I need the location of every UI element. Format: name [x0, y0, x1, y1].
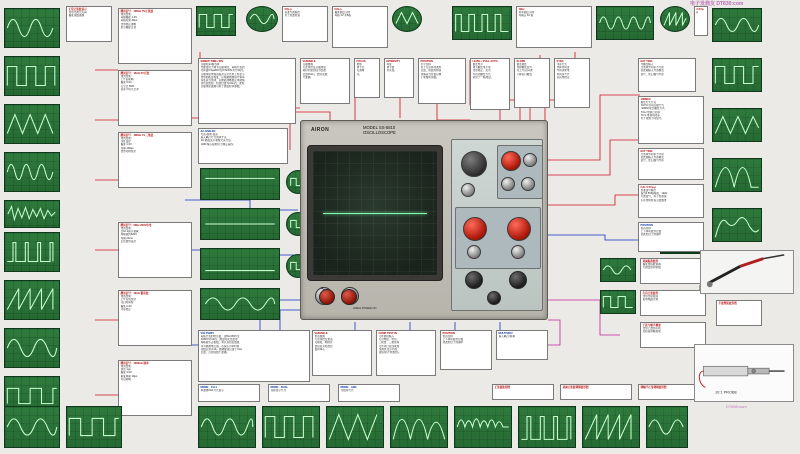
bottom-wave-2	[262, 406, 320, 448]
jack-red-left[interactable]	[319, 289, 335, 305]
bottom-wave-5	[454, 406, 512, 448]
left-note-5: 测试信号：1KHz 锯齿波 测试结果： 上升沿线性好 回扫时间短 幅度 2.0V 同步稳定	[118, 290, 192, 346]
bottom-wave-1	[198, 406, 256, 448]
knob-v-position-ch2[interactable]	[511, 245, 525, 259]
note-ext-trig: EXT TRIG 当选择外同步方式时 由此端输入外部触发 信号，使扫描与外部	[638, 148, 704, 180]
note-cal-output: CAL 0.5Vp-p 校准信号输出 输出0.5V峰峰值、1kHz 方波信号，用于校准探 头补偿和检查示波器垂	[638, 184, 704, 218]
note-sync: SYNC 同步方式 选择内同步 外同步或电 源同步方式 以获得稳定	[554, 58, 590, 108]
waveform-rightmid-2	[600, 258, 636, 282]
knob-volts-div-ch1[interactable]	[463, 217, 487, 241]
bottom-note-1: 正弦波波形图	[492, 384, 554, 400]
knob-slope[interactable]	[501, 177, 515, 191]
waveform-right-2	[712, 58, 762, 92]
note-trace-rotation: MULTI5/DIV 输入耦合/衰减	[496, 330, 548, 360]
left-note-1-head: 测试信号：10KHz 5V正弦波	[120, 10, 154, 13]
note-mode-dual: MODE：DUAL 双踪显示方式	[268, 384, 330, 402]
left-note-2: 测试信号：1KHz 5V方波 测试结果： 上升沿陡峭 幅度 5.0V 占空比 50% 顶部平坦无过冲	[118, 70, 192, 126]
note-multidiv: VOLTS/DIV 每格代表的电压值，由5mV/DIV至 5V/DIV共12挡。测量时读出波形 峰峰值所占格数，乘以该挡位数值 即为被测电压值。若探头为10:1则 读数应乘以10。微调旋钮应置于CAL 位置，否则读数不准确。	[198, 330, 310, 382]
bottom-wave-4	[390, 406, 448, 448]
top-wave-6	[660, 6, 690, 32]
bottom-wave-7	[582, 406, 640, 448]
right-note-2: 失真正弦波形 波形出现削顶 说明电路过载	[640, 290, 706, 316]
top-wave-3	[392, 6, 422, 32]
jack-comp-test[interactable]	[321, 287, 323, 289]
waveform-dc-level-2	[200, 208, 280, 240]
knob-h-position[interactable]	[461, 183, 475, 197]
note-h-position: POSITION 水平位移 用于左右移动波形 位置，使波形移到 屏幕适当位置以便 于观察和读数。	[418, 58, 466, 104]
top-wave-5	[596, 6, 654, 40]
watermark-bottom: DT830:com	[726, 404, 747, 409]
waveform-thumb-sine-1	[4, 8, 60, 48]
waveform-rightmid-3	[600, 290, 636, 314]
top-wave-1	[196, 6, 236, 36]
knob-sync[interactable]	[521, 177, 535, 191]
left-note-1: 测试信号：10KHz 5V正弦波 测试结果： 每格幅度 1.0V 每格时间 20μs 波形稳定清晰 显示幅度正常	[118, 8, 192, 64]
bottom-wave-8	[646, 406, 688, 448]
note-ext-sync: EXT TRIG 外触发输入 当选择外同步方式时 由此端输入外部触发 信号，使扫描与外部	[638, 58, 696, 92]
bottom-wave-3	[326, 406, 384, 448]
probe-photo	[700, 250, 794, 294]
bottom-note-2: 衰减正弦波调制波形图	[560, 384, 632, 400]
right-note-1: 衰减振荡波形 幅度按指数衰减 可测量时间常数	[640, 258, 706, 284]
waveform-thumb-square-1	[4, 56, 60, 96]
note-mode-ch1: MODE：CH-1 单通道CH1方式显示	[198, 384, 260, 402]
svg-text:10:1 PROBE: 10:1 PROBE	[715, 390, 738, 395]
bottomleft-wave-2	[4, 406, 60, 448]
top-note-5: 正常正弦波显示 波形光滑无失真 幅度读数准确	[66, 6, 112, 42]
note-ac-gnd-dc: AC-GND-DC 交流-接地-直流 输入耦合方式选择开关 AC:隔直流只观察交流分量; GND:输入接地用于确定基线;	[198, 128, 288, 164]
note-focus: FOCUS 聚焦 调节光 点清晰 度。	[354, 58, 380, 98]
crt-trace	[323, 213, 427, 214]
waveform-right-1	[712, 8, 762, 42]
top-note-4: 0.5Vp-p	[694, 6, 708, 36]
jack-red-right[interactable]	[341, 289, 357, 305]
waveform-thumb-saw-1	[4, 280, 60, 320]
waveform-thumb-pulse-1	[4, 232, 60, 272]
note-v-position: POSITION 垂直位移 上下移动波形位置 使波形位于屏幕中	[638, 222, 704, 252]
note-variable-vert: VARIABLE 垂直微调 可连续改变垂直 灵敏度，顺时针 旋到底为校准位 置(CAL)。	[312, 330, 372, 376]
knob-time-div[interactable]	[461, 151, 487, 177]
top-wave-2	[246, 6, 278, 32]
brand-label: AIRON	[311, 127, 330, 133]
crt-screen	[313, 151, 437, 275]
knob-v-position-ch1[interactable]	[467, 245, 481, 259]
left-note-6: 测试信号：100KHz 脉冲 测试结果： 脉宽 1μs 幅度 3.0V 重复周期 10μs 边沿陡峭	[118, 360, 192, 416]
probe-illustration	[694, 344, 794, 402]
note-level: LEVEL / PULL AUTO 触发电平 调节触发电平使 波形稳定；拉出 为自动触发方式 常用于一般测量。	[470, 58, 510, 110]
left-note-3: 测试信号：10KHz 1V三角波 测试结果： 线性良好 幅度 1.0V 周期 100μs 波形对称性好	[118, 132, 192, 188]
note-variable-sweep: VARIABLE 扫描微调 可连续改变扫描速度 顺时针旋到底为校准 位置(CAL)，此时读数 才准确。	[300, 58, 350, 104]
waveform-right-4	[712, 158, 762, 192]
knob-volts-div-ch2[interactable]	[507, 217, 531, 241]
model-label: MODEL SS-5810 OSCILLOSCOPE	[363, 125, 396, 135]
knob-level[interactable]	[501, 151, 521, 171]
waveform-ac-ref	[200, 288, 280, 320]
waveform-right-5	[712, 208, 762, 242]
jack-ch1-bnc[interactable]	[465, 271, 483, 289]
waveform-thumb-triangle-1	[4, 104, 60, 144]
crt-bezel	[307, 145, 443, 281]
bottom-note-3: 调幅不正常调制波形图	[638, 384, 710, 400]
top-note-3: 1kHz 频率测量示例 周期占 10 格	[516, 6, 592, 48]
footer-label: 22MHz POWER ON	[353, 307, 377, 310]
left-note-4: 测试信号：50Hz 220V市电 测试结果： 经10:1探头衰减 峰峰值约620V 周期 20ms 正弦波形良好	[118, 222, 192, 278]
waveform-thumb-sine-2	[4, 152, 60, 192]
bottom-wave-6	[518, 406, 576, 448]
waveform-thumb-noise-1	[4, 200, 60, 228]
top-note-2: 5Vp-p 幅度测量示例 每格 1V 共5格	[332, 6, 388, 48]
knob-sweep-variable[interactable]	[523, 153, 537, 167]
note-slope: SLOPE 触发极性 选择触发信号 的上升沿(+)或 下降沿(-)触发	[514, 58, 550, 108]
watermark-top: 电子发烧友 DT830:com	[690, 1, 744, 7]
bottomleft-wave-1	[66, 406, 122, 448]
note-v-position-bottom: POSITION 垂直位移 上下移动波形位置 使波形位于屏幕中	[440, 330, 492, 370]
bottom-note-4: 半波整流波形图	[716, 300, 762, 326]
waveform-dc-level-1	[200, 168, 280, 200]
jack-ext-trig[interactable]	[487, 291, 501, 305]
note-trigger-mode: 10MSEC 触发方式开关 AUTO:自动扫描方式 NORM:常态触发方式 TV-H:电视行同步 TV-V:电视场同步 用于观察不同信号。	[638, 96, 704, 144]
note-comp-test: COMP TEST IN 元件测试输入 可对电阻、电容、 二极管、三极管等 元件进行在线或离 线测试,显示特性 曲线(李沙育图形)。	[376, 330, 436, 376]
waveform-dc-level-3	[200, 248, 280, 280]
waveform-right-3	[712, 108, 762, 142]
note-intensity: INTENSITY 辉度 调节波 形亮度。	[384, 58, 414, 98]
note-mode-add: MODE：ADD 代数和方式	[338, 384, 400, 402]
right-note-3: 干扰与噪声叠加 波形上叠加毛刺 需检查屏蔽接地	[640, 322, 706, 348]
oscilloscope-photo	[300, 120, 548, 320]
note-sweep-time-div: SWEEP TIME / DIV 扫描时间/格选择 此旋钮用于调节扫描速度，每格代表的 时间由0.5μs/DIV至0.5s/DIV共分21挡。 扫描速度快慢直接决定荧光屏上所显示 波形的疏密程度，应根据被测信号频率 高低适当选择，以便能清晰稳定地观察 到所需波形。校准位置为CAL挡，此时 扫描速度准确可用于测量时间参数。	[198, 58, 296, 124]
waveform-rightmid-1	[660, 252, 704, 254]
top-wave-4	[452, 6, 512, 40]
jack-ch2-bnc[interactable]	[509, 271, 527, 289]
waveform-thumb-sine-3	[4, 328, 60, 368]
top-note-1: 2Vp-p 标准方波输出 用于校准检查	[282, 6, 328, 42]
